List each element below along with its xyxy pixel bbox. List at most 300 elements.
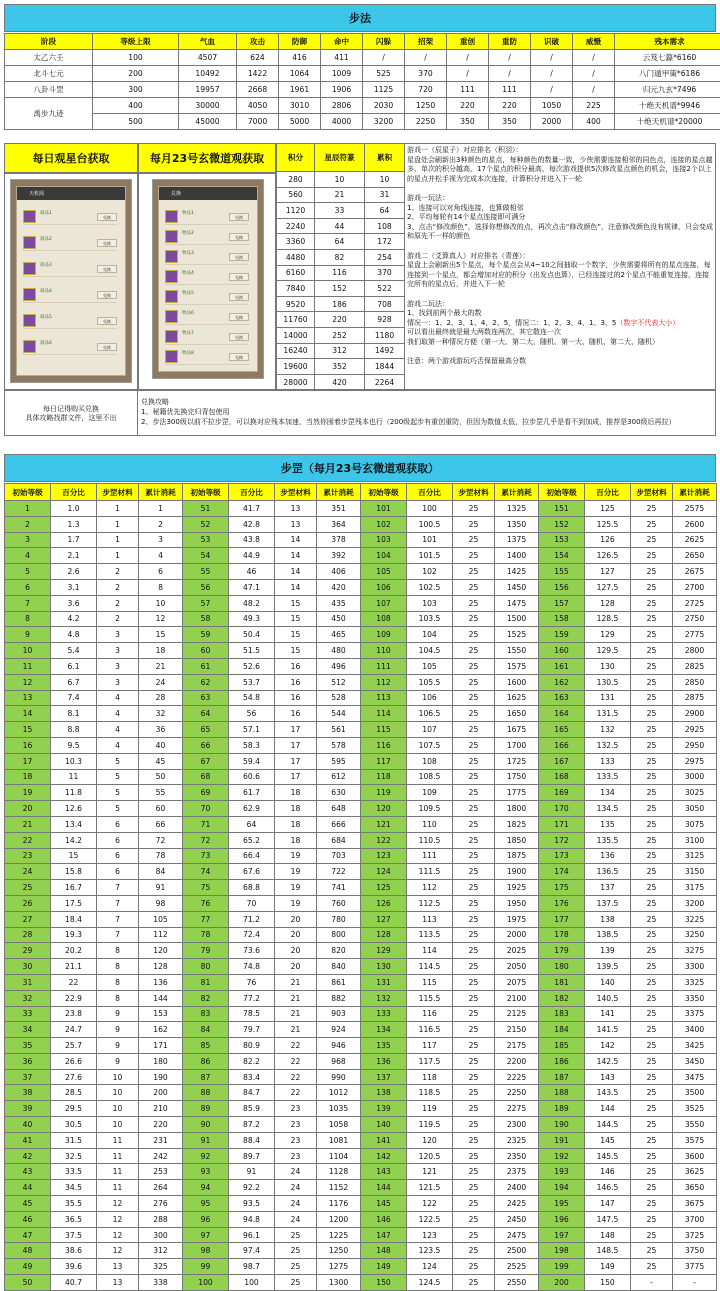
case-line (407, 319, 713, 329)
level-cell: 58 (183, 611, 229, 627)
table-cell: 25 (453, 1117, 495, 1133)
table-cell: 111 (489, 82, 531, 98)
shot2-header: 兑换 (159, 187, 257, 200)
table-cell: 6 (97, 816, 139, 832)
table-cell: 3200 (363, 114, 405, 130)
table-cell: 八卦斗罡 (5, 82, 93, 98)
table-cell: 760 (317, 895, 361, 911)
table-cell: 7000 (237, 114, 279, 130)
level-cell: 55 (183, 564, 229, 580)
table-cell: 1492 (365, 343, 405, 359)
table-cell: 72.4 (229, 927, 275, 943)
level-cell: 14 (5, 706, 51, 722)
table-cell: 25 (453, 516, 495, 532)
table-row (5, 1164, 717, 1180)
table-cell: 25 (631, 816, 673, 832)
table-cell: 924 (317, 1022, 361, 1038)
table-cell: 2975 (673, 753, 717, 769)
table-cell: 1450 (495, 579, 539, 595)
table-cell: 25 (631, 1196, 673, 1212)
table-cell: 20 (275, 927, 317, 943)
table-cell: 3500 (673, 1085, 717, 1101)
table-cell: 1 (97, 501, 139, 517)
table-cell: 4 (97, 706, 139, 722)
table-row (5, 98, 720, 114)
table-cell: 1058 (317, 1117, 361, 1133)
level-cell: 114 (361, 706, 407, 722)
table-cell: 138.5 (585, 927, 631, 943)
header-cell: 识破 (531, 34, 573, 50)
table-row (277, 218, 405, 234)
table-cell: 1125 (363, 82, 405, 98)
table-cell: 50.4 (229, 627, 275, 643)
table-cell: 22.9 (51, 990, 97, 1006)
table-cell: 1975 (495, 911, 539, 927)
level-cell: 7 (5, 595, 51, 611)
table-cell: 9 (97, 1053, 139, 1069)
level-cell: 183 (539, 1006, 585, 1022)
table-cell: 2 (139, 516, 183, 532)
table-cell: - (631, 1275, 673, 1291)
level-cell: 9 (5, 627, 51, 643)
table-cell: 25 (453, 753, 495, 769)
table-cell: 38.6 (51, 1243, 97, 1259)
table-row (5, 959, 717, 975)
header-cell: 初始等级 (361, 484, 407, 501)
level-cell: 84 (183, 1022, 229, 1038)
table-cell: 150 (585, 1275, 631, 1291)
shot-item (165, 309, 249, 325)
table-cell: 1950 (495, 895, 539, 911)
item-name: 物品6 (182, 310, 194, 316)
level-cell: 169 (539, 785, 585, 801)
table-cell: 1120 (277, 203, 315, 219)
table-cell: 25 (631, 1053, 673, 1069)
table-cell: 46 (229, 564, 275, 580)
table-cell: 2700 (673, 579, 717, 595)
table-cell: 25 (453, 1180, 495, 1196)
table-cell: 云笈七籙*6160 (615, 50, 720, 66)
level-cell: 112 (361, 674, 407, 690)
level-cell: 147 (361, 1227, 407, 1243)
table-cell: 71.2 (229, 911, 275, 927)
table-cell: 78.5 (229, 1006, 275, 1022)
table-cell: 33 (315, 203, 365, 219)
header-cell: 百分比 (229, 484, 275, 501)
level-cell: 85 (183, 1038, 229, 1054)
table-cell: 20.2 (51, 943, 97, 959)
level-cell: 178 (539, 927, 585, 943)
table-cell: 7.4 (51, 690, 97, 706)
table-cell: 25 (631, 690, 673, 706)
header-cell: 累计消耗 (139, 484, 183, 501)
table-cell: 10 (97, 1117, 139, 1133)
table-cell: 24 (275, 1164, 317, 1180)
table-cell: 3325 (673, 974, 717, 990)
table-row (5, 1196, 717, 1212)
table-cell: 300 (139, 1227, 183, 1243)
table-cell: 3200 (673, 895, 717, 911)
item-icon (165, 210, 178, 223)
table-cell: 23 (275, 1132, 317, 1148)
table-cell: 104 (407, 627, 453, 643)
level-cell: 8 (5, 611, 51, 627)
table-cell: 25 (631, 880, 673, 896)
table-cell: 3575 (673, 1132, 717, 1148)
table-cell: 44 (315, 218, 365, 234)
table-cell: 2 (97, 595, 139, 611)
table-cell: 2175 (495, 1038, 539, 1054)
level-cell: 54 (183, 548, 229, 564)
table-cell: 136.5 (585, 864, 631, 880)
table-cell: 58.3 (229, 737, 275, 753)
shot-item (23, 313, 117, 329)
table-cell: 25 (453, 501, 495, 517)
table-cell: 42.8 (229, 516, 275, 532)
level-cell: 179 (539, 943, 585, 959)
level-cell: 108 (361, 611, 407, 627)
table-cell: 45 (139, 753, 183, 769)
table-cell: 25 (453, 880, 495, 896)
item-icon (165, 230, 178, 243)
table-cell: 19957 (179, 82, 237, 98)
table-cell: 25 (275, 1227, 317, 1243)
table-cell: 3350 (673, 990, 717, 1006)
table-cell: 1 (139, 501, 183, 517)
table-cell: 3150 (673, 864, 717, 880)
level-cell: 130 (361, 959, 407, 975)
table-cell: 147.5 (585, 1211, 631, 1227)
table-cell: 91 (139, 880, 183, 896)
table-cell: 3625 (673, 1164, 717, 1180)
table-cell: 496 (317, 658, 361, 674)
table-cell: 19 (275, 848, 317, 864)
level-cell: 113 (361, 690, 407, 706)
table-cell: 142 (585, 1038, 631, 1054)
table-cell: 16 (275, 674, 317, 690)
note-line: 星盘处会刷新出3种颜色的星点，每种颜色的数量一致，少侠需要连接相邻的同色点，连接的星点越多，单次的积分越高，17个星点的积分最高，每次游戏提供5次修改星点颜色的机会，连接2个以上的星点并松手视为完成本次连接，计算积分并进入下一轮 (407, 156, 713, 185)
table-row (277, 343, 405, 359)
level-cell: 56 (183, 579, 229, 595)
table-cell: 113.5 (407, 927, 453, 943)
level-cell: 90 (183, 1117, 229, 1133)
table-cell: 134.5 (585, 801, 631, 817)
shot-item (165, 249, 249, 265)
table-cell: 25 (631, 895, 673, 911)
table-cell: 14 (275, 532, 317, 548)
level-cell: 110 (361, 643, 407, 659)
level-cell: 119 (361, 785, 407, 801)
table-cell: 25 (631, 1022, 673, 1038)
table-row (5, 516, 717, 532)
table-cell: 2500 (495, 1243, 539, 1259)
table-cell: 25 (631, 1085, 673, 1101)
table-cell: 15 (139, 627, 183, 643)
table-cell: 112.5 (407, 895, 453, 911)
table-cell: 1475 (495, 595, 539, 611)
item-icon (23, 288, 36, 301)
item-icon (165, 290, 178, 303)
table-cell: 145 (585, 1132, 631, 1148)
level-cell: 172 (539, 832, 585, 848)
table-cell: 10 (139, 595, 183, 611)
table-cell: 9 (97, 1038, 139, 1054)
table-cell: 220 (315, 312, 365, 328)
level-cell: 22 (5, 832, 51, 848)
table-cell: 120.5 (407, 1148, 453, 1164)
level-cell: 31 (5, 974, 51, 990)
level-cell: 82 (183, 990, 229, 1006)
table-cell: 25 (453, 548, 495, 564)
table-cell: 12.6 (51, 801, 97, 817)
table-row (277, 281, 405, 297)
table-cell: 1625 (495, 690, 539, 706)
table-cell: 2.1 (51, 548, 97, 564)
table-cell: 1.0 (51, 501, 97, 517)
table-cell: 119.5 (407, 1117, 453, 1133)
table-cell: 25 (631, 1180, 673, 1196)
table-cell: 152 (315, 281, 365, 297)
table-cell: 10 (365, 172, 405, 188)
table-cell: 15 (275, 595, 317, 611)
table-cell: 132.5 (585, 737, 631, 753)
table-cell: 25 (453, 532, 495, 548)
table-cell: 12 (139, 611, 183, 627)
header-cell: 命中 (321, 34, 363, 50)
table-cell: 79.7 (229, 1022, 275, 1038)
table-cell: 6 (97, 864, 139, 880)
header-cell: 重防 (489, 34, 531, 50)
table-cell: 120 (139, 943, 183, 959)
table-cell: 24 (139, 674, 183, 690)
table-cell: 80.9 (229, 1038, 275, 1054)
note-line: 3、点击“修改颜色”，选择你想修改的点，再次点击“修改颜色”，注意修改颜色没有规律，只会变成和原先不一样的颜色 (407, 223, 713, 242)
table-cell: 1550 (495, 643, 539, 659)
table-cell: / (405, 50, 447, 66)
table-cell: 153 (139, 1006, 183, 1022)
table-cell: 49.3 (229, 611, 275, 627)
table-cell: 134 (585, 785, 631, 801)
table-cell: 2400 (495, 1180, 539, 1196)
table-row (5, 1243, 717, 1259)
table-cell: 123 (407, 1227, 453, 1243)
level-cell: 120 (361, 801, 407, 817)
table-cell: 140.5 (585, 990, 631, 1006)
table-row (5, 990, 717, 1006)
table-cell: 21 (139, 658, 183, 674)
level-cell: 152 (539, 516, 585, 532)
table-row (5, 706, 717, 722)
level-cell: 104 (361, 548, 407, 564)
table-cell: 3650 (673, 1180, 717, 1196)
exchange-button: 兑换 (97, 239, 117, 247)
note-left (5, 391, 138, 435)
game-notes (404, 143, 716, 390)
level-cell: 131 (361, 974, 407, 990)
table-cell: 136 (585, 848, 631, 864)
item-icon (165, 350, 178, 363)
item-name: 商品6 (40, 340, 52, 346)
table-cell: 118.5 (407, 1085, 453, 1101)
level-cell: 29 (5, 943, 51, 959)
item-name: 物品1 (182, 210, 194, 216)
table-cell: 100.5 (407, 516, 453, 532)
table-cell: 53.7 (229, 674, 275, 690)
level-cell: 139 (361, 1101, 407, 1117)
table-row (277, 172, 405, 188)
table-cell: 117.5 (407, 1053, 453, 1069)
table-cell: 11 (97, 1164, 139, 1180)
table-cell: 20 (275, 959, 317, 975)
table-cell: 23 (275, 1117, 317, 1133)
table-cell: 21 (275, 1006, 317, 1022)
table-row (277, 359, 405, 375)
table-row (5, 611, 717, 627)
table-cell: 129 (585, 627, 631, 643)
shot-item (165, 229, 249, 245)
table-cell: 220 (447, 98, 489, 114)
table-cell: 560 (277, 187, 315, 203)
table-cell: 16 (275, 658, 317, 674)
level-cell: 36 (5, 1053, 51, 1069)
level-cell: 125 (361, 880, 407, 896)
table-cell: 59.4 (229, 753, 275, 769)
table-cell: 89.7 (229, 1148, 275, 1164)
level-cell: 6 (5, 579, 51, 595)
level-cell: 53 (183, 532, 229, 548)
level-cell: 74 (183, 864, 229, 880)
table-cell: 133.5 (585, 769, 631, 785)
item-icon (165, 330, 178, 343)
table-cell: 1 (97, 516, 139, 532)
table-cell: 2725 (673, 595, 717, 611)
table-row (277, 265, 405, 281)
table-cell: 15 (275, 643, 317, 659)
table-cell: 144.5 (585, 1117, 631, 1133)
table-cell: 1009 (321, 66, 363, 82)
table-cell: 108 (365, 218, 405, 234)
note-line: 我们取第一种情况方便（第一大、第二大、随机、第一大、随机、第二大、随机） (407, 338, 713, 348)
table-cell: 6 (97, 848, 139, 864)
table-cell: 4 (139, 548, 183, 564)
table-cell: 312 (315, 343, 365, 359)
bufa-table (4, 33, 720, 130)
table-cell: 25 (453, 579, 495, 595)
table-cell: 2950 (673, 737, 717, 753)
level-cell: 126 (361, 895, 407, 911)
table-cell: 465 (317, 627, 361, 643)
table-cell: 780 (317, 911, 361, 927)
item-icon (23, 236, 36, 249)
table-row (5, 1148, 717, 1164)
table-cell: 138 (585, 911, 631, 927)
level-cell: 15 (5, 722, 51, 738)
table-cell: 130.5 (585, 674, 631, 690)
table-cell: 30.5 (51, 1117, 97, 1133)
table-cell: 22 (51, 974, 97, 990)
table-cell: 25 (631, 1164, 673, 1180)
table-cell: 8 (97, 974, 139, 990)
table-cell: 15.8 (51, 864, 97, 880)
header-cell: 重创 (447, 34, 489, 50)
exchange-button: 兑换 (97, 317, 117, 325)
table-cell: 27.6 (51, 1069, 97, 1085)
table-cell: 25 (631, 501, 673, 517)
table-cell: 2900 (673, 706, 717, 722)
table-cell: 139.5 (585, 959, 631, 975)
table-cell: 800 (317, 927, 361, 943)
table-cell: 105.5 (407, 674, 453, 690)
table-cell: 17.5 (51, 895, 97, 911)
table-cell: 129.5 (585, 643, 631, 659)
shot-item (165, 269, 249, 285)
table-cell: 8 (97, 959, 139, 975)
table-cell: 31.5 (51, 1132, 97, 1148)
table-cell: 25 (453, 1259, 495, 1275)
level-cell: 49 (5, 1259, 51, 1275)
table-row (5, 832, 717, 848)
table-cell: 145.5 (585, 1148, 631, 1164)
table-cell: 648 (317, 801, 361, 817)
level-cell: 72 (183, 832, 229, 848)
level-cell: 189 (539, 1101, 585, 1117)
table-cell: 25 (631, 737, 673, 753)
table-cell: 12 (97, 1227, 139, 1243)
table-cell: 186 (315, 296, 365, 312)
table-cell: 25 (631, 532, 673, 548)
table-cell: 3100 (673, 832, 717, 848)
table-cell: 122 (407, 1196, 453, 1212)
level-cell: 106 (361, 579, 407, 595)
table-cell: 3400 (673, 1022, 717, 1038)
table-cell: 220 (139, 1117, 183, 1133)
case-note: （数字不代表大小） (616, 319, 679, 327)
table-cell: 25 (631, 785, 673, 801)
table-cell: 3225 (673, 911, 717, 927)
table-cell: 25 (631, 627, 673, 643)
level-cell: 67 (183, 753, 229, 769)
table-cell: 25 (631, 674, 673, 690)
table-cell: 4 (97, 690, 139, 706)
header-cell: 闪躲 (363, 34, 405, 50)
table-cell: / (363, 50, 405, 66)
exchange-button: 兑换 (229, 213, 249, 221)
table-cell: 1725 (495, 753, 539, 769)
screenshot-xuanwei (152, 179, 264, 379)
table-cell: 1961 (279, 82, 321, 98)
table-cell: 25 (453, 690, 495, 706)
table-cell: 25 (453, 1164, 495, 1180)
header-cell: 防御 (279, 34, 321, 50)
level-cell: 57 (183, 595, 229, 611)
level-cell: 159 (539, 627, 585, 643)
table-cell: 118 (407, 1069, 453, 1085)
table-cell: 2668 (237, 82, 279, 98)
table-cell: 416 (279, 50, 321, 66)
note-right-line3: 2、步法300级以前不拉步罡，可以换对应残本加速，当然你囤着步罡残本也行（200级起步有重创重防，但因为数值太低，拉步罡几乎是看不到加成，推荐是300级后再拉） (141, 417, 713, 427)
table-cell: 122.5 (407, 1211, 453, 1227)
note-right (141, 397, 713, 427)
table-cell: 500 (93, 114, 179, 130)
table-cell: 139 (585, 943, 631, 959)
table-cell: 25 (453, 627, 495, 643)
table-cell: 64 (365, 203, 405, 219)
table-cell: 25 (631, 990, 673, 1006)
level-cell: 195 (539, 1196, 585, 1212)
table-cell: 1650 (495, 706, 539, 722)
table-cell: 25 (631, 643, 673, 659)
table-cell: 127 (585, 564, 631, 580)
